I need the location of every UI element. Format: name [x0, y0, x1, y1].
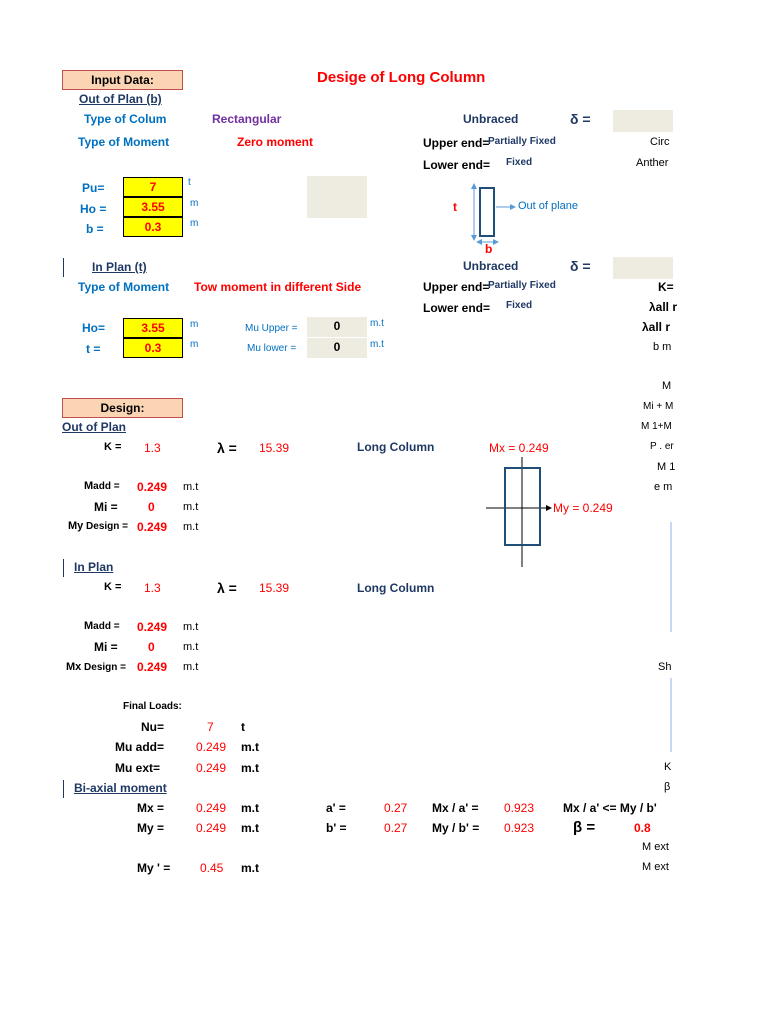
sketch-b-label: b — [485, 242, 493, 256]
b-prime-label: b' = — [326, 821, 347, 835]
clip-border-1 — [670, 522, 672, 632]
madd-label-in: Madd = — [84, 620, 120, 632]
delta-cell-in[interactable] — [613, 257, 673, 279]
right-clip-d9: β — [664, 781, 671, 793]
lambda-label-out: λ = — [217, 440, 237, 456]
mxa-label: Mx / a' = — [432, 801, 479, 815]
empty-gray-cell[interactable] — [307, 176, 367, 218]
page-title: Desige of Long Column — [317, 69, 486, 86]
mxdesign-unit: m.t — [183, 661, 199, 673]
final-loads-heading: Final Loads: — [123, 701, 182, 712]
k-value-in: 1.3 — [144, 581, 161, 595]
muadd-label: Mu add= — [115, 740, 165, 754]
out-of-plan-heading: Out of Plan (b) — [79, 92, 162, 106]
clip-border-2 — [670, 678, 672, 752]
section-marker-3 — [63, 780, 64, 798]
mx-value: 0.249 — [196, 801, 227, 815]
mxdesign-label: Mx Design = — [66, 661, 127, 673]
pu-label: Pu= — [82, 181, 105, 195]
in-type-moment-value[interactable]: Tow moment in different Side — [194, 280, 362, 294]
section-sketch — [440, 180, 590, 255]
mi-unit-out: m.t — [183, 501, 199, 513]
right-clip-d1: M — [662, 380, 672, 392]
k-label-in: K = — [104, 581, 122, 593]
t-input[interactable]: 0.3 — [123, 338, 183, 358]
type-moment-label: Type of Moment — [78, 135, 170, 149]
mydesign-label: My Design = — [68, 520, 129, 532]
pu-unit: t — [188, 177, 191, 188]
section-rect — [480, 188, 494, 236]
lower-end-value-out[interactable]: Fixed — [506, 157, 533, 168]
my-value: 0.249 — [196, 821, 227, 835]
t-unit: m — [190, 339, 199, 350]
k-value-out: 1.3 — [144, 441, 161, 455]
section-marker-2 — [63, 559, 64, 577]
mydesign-value: 0.249 — [137, 520, 168, 534]
a-label: a' = — [326, 801, 346, 815]
my-prime-label: My ' = — [137, 861, 171, 875]
lambda-label-in: λ = — [217, 580, 237, 596]
type-colum-value[interactable]: Rectangular — [212, 112, 282, 126]
b-unit: m — [190, 218, 199, 229]
myb-value: 0.923 — [504, 821, 535, 835]
biaxial-heading: Bi-axial moment — [74, 781, 167, 795]
mi-label-out: Mi = — [94, 500, 118, 514]
right-clip-d7: Sh — [658, 661, 672, 673]
lower-end-label-out: Lower end= — [423, 158, 491, 172]
bracing-in[interactable]: Unbraced — [463, 259, 519, 273]
right-clip-circ: Circ — [650, 136, 670, 148]
lambda-value-in: 15.39 — [259, 581, 290, 595]
upper-end-value-out[interactable]: Partially Fixed — [488, 136, 556, 147]
input-data-header: Input Data: — [62, 70, 183, 90]
madd-value-in: 0.249 — [137, 620, 168, 634]
madd-label-out: Madd = — [84, 480, 120, 492]
ho-t-input[interactable]: 3.55 — [123, 318, 183, 338]
design-in-heading: In Plan — [74, 560, 114, 574]
mx-unit: m.t — [241, 801, 259, 815]
in-type-moment-label: Type of Moment — [78, 280, 170, 294]
my-unit: m.t — [241, 821, 259, 835]
section-marker — [63, 258, 64, 277]
b-label: b = — [86, 222, 104, 236]
muadd-unit: m.t — [241, 740, 259, 754]
mu-lower-unit: m.t — [370, 339, 384, 350]
lambda-value-out: 15.39 — [259, 441, 290, 455]
my-prime-unit: m.t — [241, 861, 259, 875]
upper-end-value-in[interactable]: Partially Fixed — [488, 280, 556, 291]
ho-unit: m — [190, 198, 199, 209]
column-type-out: Long Column — [357, 440, 435, 454]
madd-unit-in: m.t — [183, 621, 199, 633]
lower-end-value-in[interactable]: Fixed — [506, 300, 533, 311]
compare-text: Mx / a' <= My / b' — [563, 801, 657, 815]
mx-label: Mx = — [137, 801, 165, 815]
mu-upper-label: Mu Upper = — [245, 323, 298, 334]
muext-unit: m.t — [241, 761, 259, 775]
right-clip-d11: M ext — [642, 861, 669, 873]
right-clip-lambda-1: λall r — [649, 300, 678, 314]
madd-value-out: 0.249 — [137, 480, 168, 494]
upper-end-label-in: Upper end= — [423, 280, 490, 294]
right-clip-anther: Anther — [636, 157, 669, 169]
nu-value: 7 — [207, 720, 214, 734]
muext-value: 0.249 — [196, 761, 227, 775]
b-input[interactable]: 0.3 — [123, 217, 183, 237]
sketch-arrow-label: Out of plane — [518, 200, 578, 212]
type-moment-value[interactable]: Zero moment — [237, 135, 314, 149]
nu-unit: t — [241, 720, 245, 734]
ho-t-unit: m — [190, 319, 199, 330]
design-header: Design: — [62, 398, 183, 418]
my-label: My = — [137, 821, 165, 835]
muadd-value: 0.249 — [196, 740, 227, 754]
ho-label: Ho = — [80, 202, 107, 216]
mu-lower-label: Mu lower = — [247, 343, 297, 354]
right-clip-d5: M 1 — [657, 461, 676, 473]
mi-value-out: 0 — [148, 500, 155, 514]
right-clip-d2: Mi + M — [643, 401, 674, 412]
right-clip-d3: M 1+M — [641, 421, 672, 432]
in-plan-heading: In Plan (t) — [92, 260, 147, 274]
beta-value: 0.8 — [634, 821, 651, 835]
delta-label-in: δ = — [570, 258, 591, 274]
ho-input[interactable]: 3.55 — [123, 197, 183, 217]
ho-t-label: Ho= — [82, 321, 106, 335]
mu-lower-input[interactable]: 0 — [307, 338, 367, 358]
mi-unit-in: m.t — [183, 641, 199, 653]
lower-end-label-in: Lower end= — [423, 301, 491, 315]
my-prime-value: 0.45 — [200, 861, 224, 875]
a-value: 0.27 — [384, 801, 408, 815]
bracing-out[interactable]: Unbraced — [463, 112, 519, 126]
pu-input[interactable]: 7 — [123, 177, 183, 197]
my-diagram-label: My = 0.249 — [553, 501, 613, 515]
muext-label: Mu ext= — [115, 761, 161, 775]
type-colum-label: Type of Colum — [84, 112, 167, 126]
right-clip-d10: M ext — [642, 841, 669, 853]
b-prime-value: 0.27 — [384, 821, 408, 835]
right-clip-d4: P . er — [650, 441, 674, 452]
mu-upper-input[interactable]: 0 — [307, 317, 367, 337]
nu-label: Nu= — [141, 720, 165, 734]
mxdesign-value: 0.249 — [137, 660, 168, 674]
design-out-heading: Out of Plan — [62, 420, 126, 434]
mi-label-in: Mi = — [94, 640, 118, 654]
mydesign-unit: m.t — [183, 521, 199, 533]
mi-value-in: 0 — [148, 640, 155, 654]
madd-unit-out: m.t — [183, 481, 199, 493]
right-clip-d6: e m — [654, 481, 673, 493]
right-clip-d8: K — [664, 761, 672, 773]
delta-label-out: δ = — [570, 111, 591, 127]
k-label-out: K = — [104, 441, 122, 453]
delta-cell-out[interactable] — [613, 110, 673, 132]
mxa-value: 0.923 — [504, 801, 535, 815]
mu-upper-unit: m.t — [370, 318, 384, 329]
column-type-in: Long Column — [357, 581, 435, 595]
upper-end-label-out: Upper end= — [423, 136, 490, 150]
sketch-t-label: t — [453, 200, 457, 214]
beta-label: β = — [573, 819, 596, 836]
right-clip-k: K= — [658, 280, 674, 294]
right-clip-bm: b m — [653, 341, 672, 353]
t-label: t = — [86, 342, 101, 356]
right-clip-lambda-2: λall r — [642, 320, 671, 334]
myb-label: My / b' = — [432, 821, 480, 835]
mx-diagram-label: Mx = 0.249 — [489, 441, 549, 455]
